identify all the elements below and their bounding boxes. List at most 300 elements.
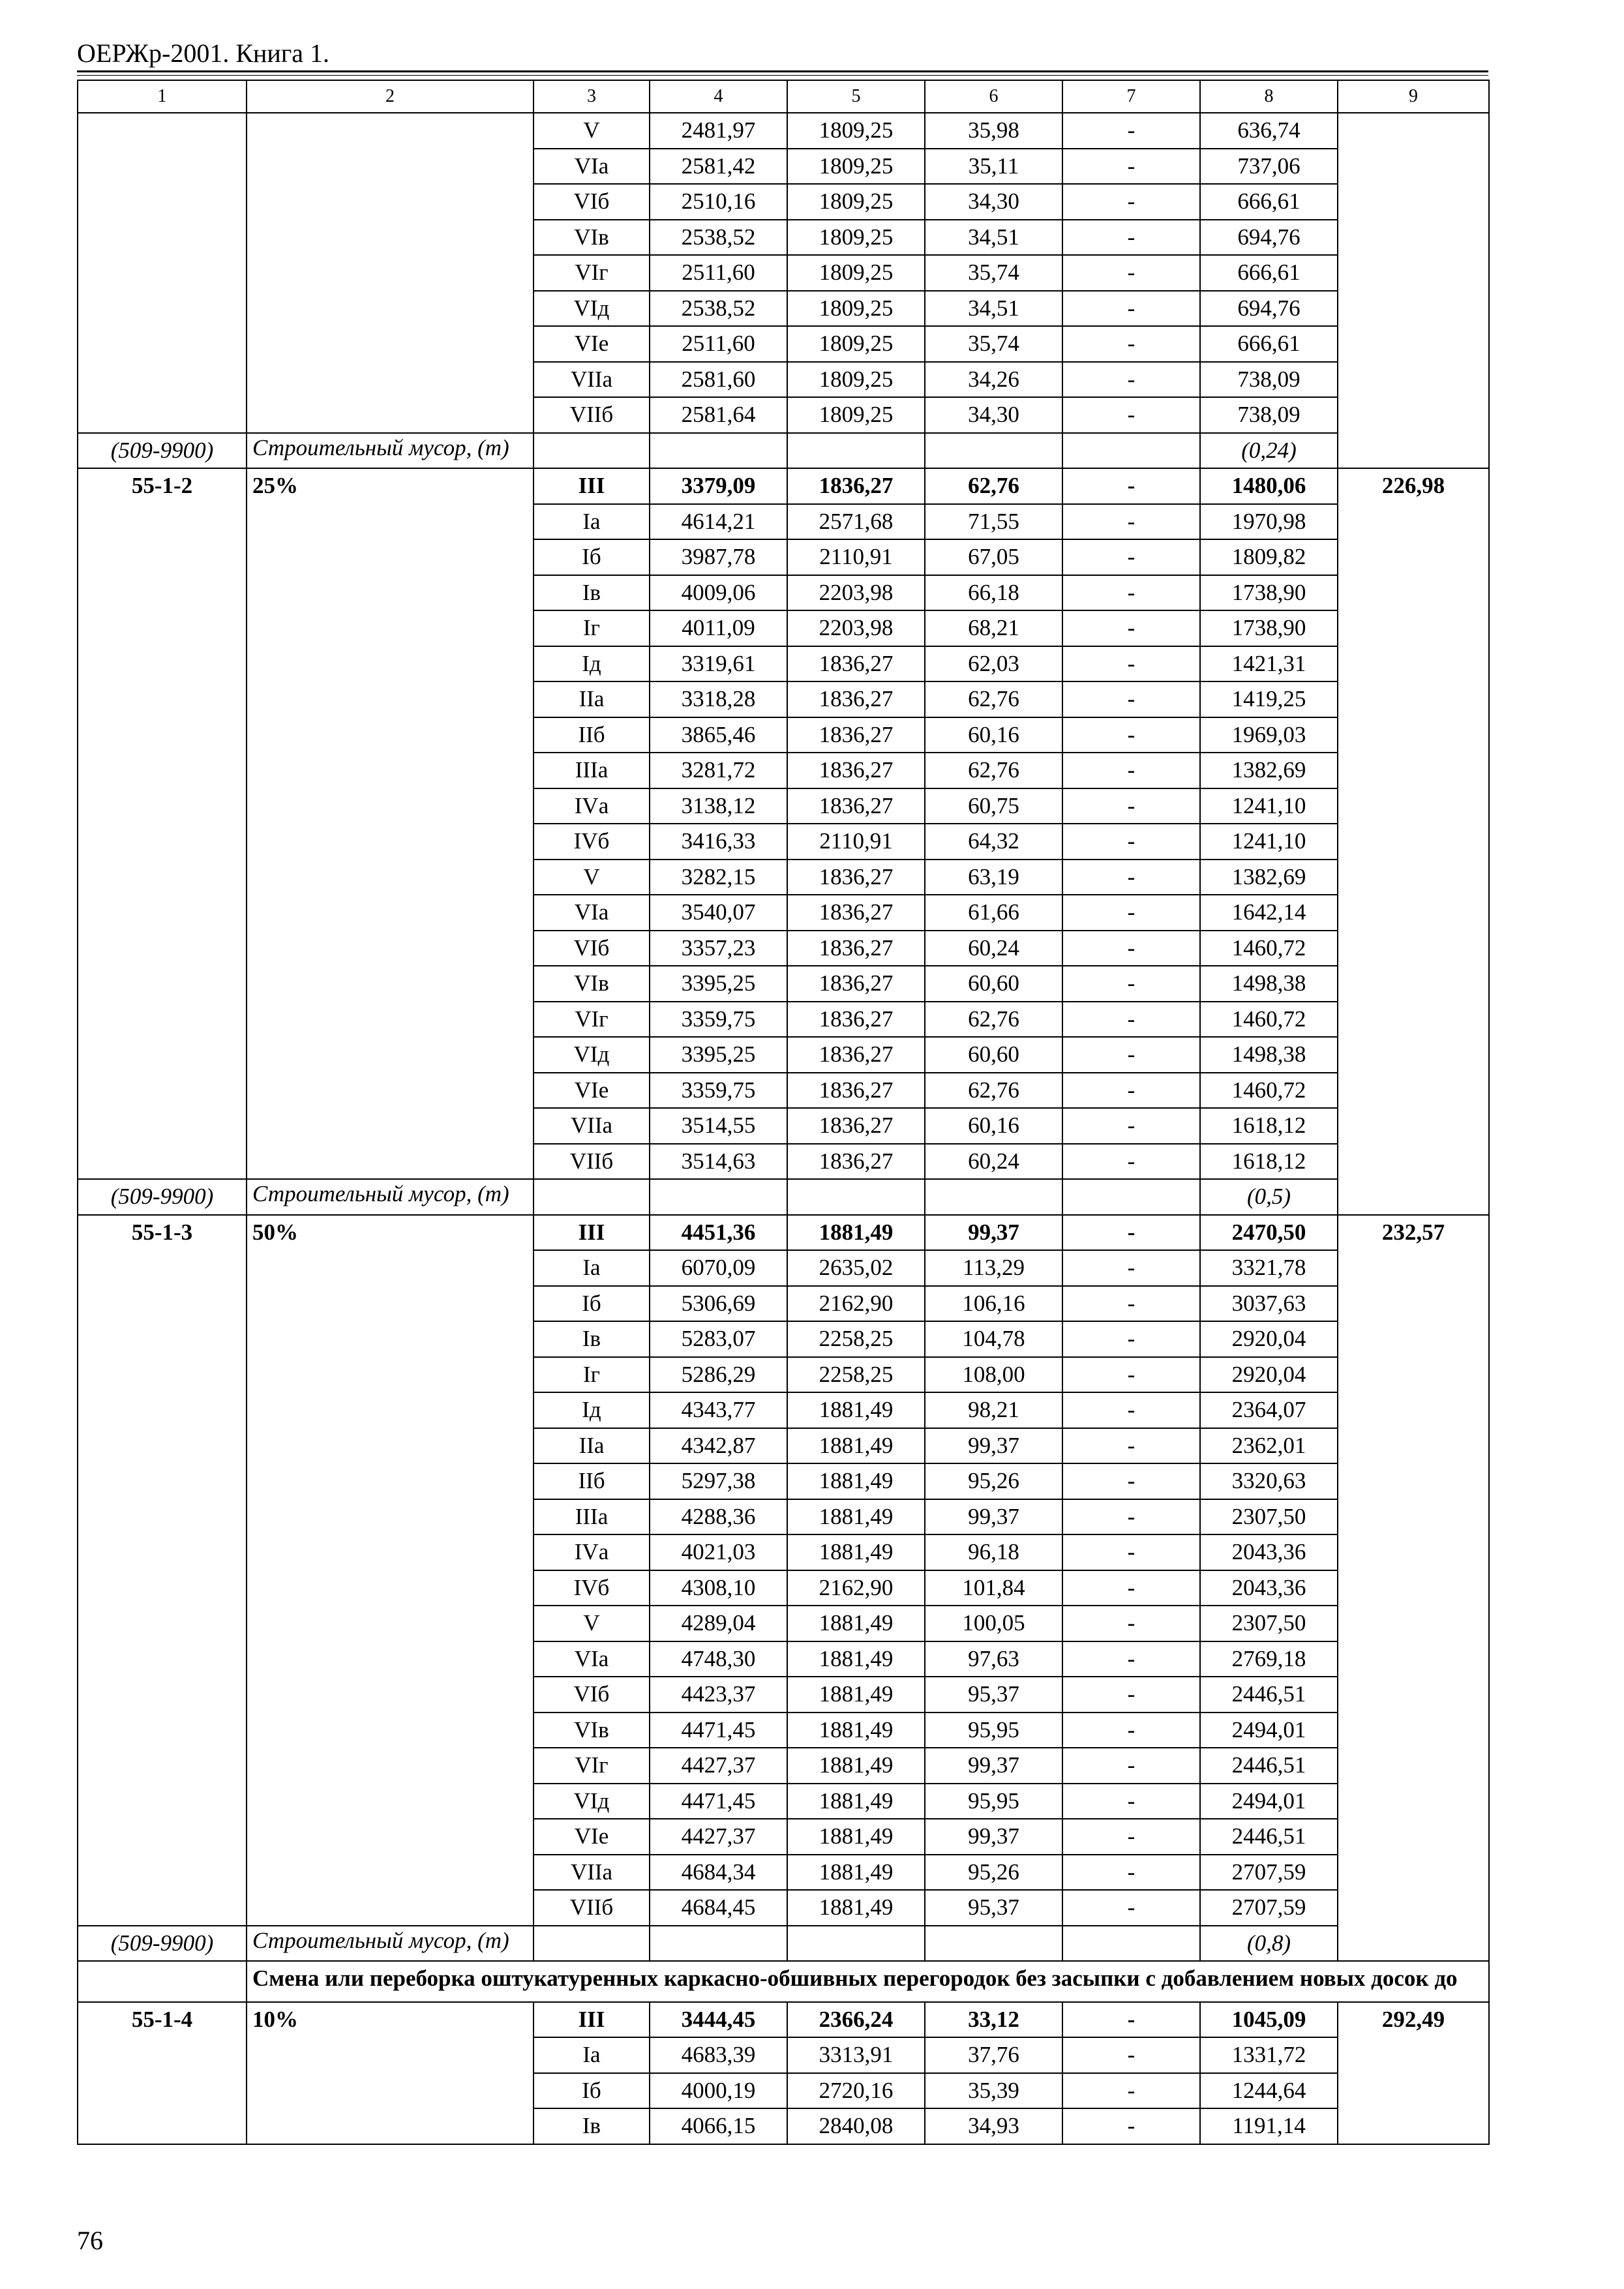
value-cell: 60,60 bbox=[925, 966, 1062, 1002]
value-cell: 2446,51 bbox=[1200, 1819, 1338, 1855]
value-cell: - bbox=[1062, 1606, 1200, 1641]
value-cell: VIIб bbox=[534, 1144, 650, 1180]
value-cell: 1419,25 bbox=[1200, 681, 1338, 717]
value-cell: 4684,34 bbox=[650, 1855, 787, 1891]
empty-cell bbox=[650, 433, 787, 469]
value-cell: 2635,02 bbox=[787, 1250, 925, 1286]
value-cell: - bbox=[1062, 1286, 1200, 1322]
value-cell: 3865,46 bbox=[650, 717, 787, 753]
value-cell: 106,16 bbox=[925, 1286, 1062, 1322]
column-number: 8 bbox=[1200, 80, 1338, 113]
value-cell: 2720,16 bbox=[787, 2073, 925, 2109]
value-cell: 1881,49 bbox=[787, 1392, 925, 1428]
value-cell: 4451,36 bbox=[650, 1215, 787, 1251]
value-cell: 3319,61 bbox=[650, 646, 787, 682]
value-cell: 1881,49 bbox=[787, 1713, 925, 1748]
value-cell: 1241,10 bbox=[1200, 824, 1338, 860]
value-cell: - bbox=[1062, 113, 1200, 149]
value-cell: 108,00 bbox=[925, 1357, 1062, 1393]
value-cell: 666,61 bbox=[1200, 184, 1338, 220]
value-cell: 2511,60 bbox=[650, 326, 787, 362]
material-cost bbox=[1338, 113, 1489, 468]
value-cell: 1618,12 bbox=[1200, 1108, 1338, 1144]
value-cell: - bbox=[1062, 717, 1200, 753]
value-cell: 95,37 bbox=[925, 1890, 1062, 1926]
value-cell: 3395,25 bbox=[650, 1037, 787, 1073]
value-cell: - bbox=[1062, 575, 1200, 611]
value-cell: 1881,49 bbox=[787, 1677, 925, 1713]
value-cell: III bbox=[534, 1215, 650, 1251]
value-cell: 1809,25 bbox=[787, 362, 925, 398]
value-cell: 3514,55 bbox=[650, 1108, 787, 1144]
value-cell: IIа bbox=[534, 681, 650, 717]
value-cell: 4683,39 bbox=[650, 2037, 787, 2073]
value-cell: 2920,04 bbox=[1200, 1357, 1338, 1393]
waste-description: Строительный мусор, (т) bbox=[247, 433, 534, 469]
value-cell: 2581,64 bbox=[650, 397, 787, 433]
value-cell: 2258,25 bbox=[787, 1321, 925, 1357]
value-cell: 1881,49 bbox=[787, 1890, 925, 1926]
value-cell: 3395,25 bbox=[650, 966, 787, 1002]
rates-table bbox=[77, 80, 1490, 2145]
value-cell: 100,05 bbox=[925, 1606, 1062, 1641]
value-cell: - bbox=[1062, 468, 1200, 504]
value-cell: 2364,07 bbox=[1200, 1392, 1338, 1428]
value-cell: 95,95 bbox=[925, 1713, 1062, 1748]
value-cell: 2203,98 bbox=[787, 610, 925, 646]
value-cell: 33,12 bbox=[925, 2002, 1062, 2038]
value-cell: 2571,68 bbox=[787, 504, 925, 540]
value-cell: 1618,12 bbox=[1200, 1144, 1338, 1180]
value-cell: 2840,08 bbox=[787, 2108, 925, 2144]
value-cell: - bbox=[1062, 2108, 1200, 2144]
value-cell: 1881,49 bbox=[787, 1534, 925, 1570]
table-row-main bbox=[78, 1215, 1489, 1251]
value-cell: III bbox=[534, 2002, 650, 2038]
value-cell: 4009,06 bbox=[650, 575, 787, 611]
value-cell: - bbox=[1062, 1890, 1200, 1926]
value-cell: 2162,90 bbox=[787, 1570, 925, 1606]
value-cell: VIв bbox=[534, 966, 650, 1002]
empty-cell bbox=[1062, 1179, 1200, 1215]
empty-cell bbox=[650, 1926, 787, 1962]
value-cell: 62,76 bbox=[925, 681, 1062, 717]
value-cell: 2110,91 bbox=[787, 539, 925, 575]
value-cell: 34,93 bbox=[925, 2108, 1062, 2144]
value-cell: - bbox=[1062, 1499, 1200, 1535]
value-cell: 3321,78 bbox=[1200, 1250, 1338, 1286]
value-cell: 1244,64 bbox=[1200, 2073, 1338, 2109]
value-cell: 98,21 bbox=[925, 1392, 1062, 1428]
value-cell: 3359,75 bbox=[650, 1073, 787, 1109]
value-cell: - bbox=[1062, 788, 1200, 824]
header-rule-thin bbox=[77, 75, 1488, 76]
value-cell: Iв bbox=[534, 575, 650, 611]
value-cell: VIг bbox=[534, 255, 650, 291]
value-cell: - bbox=[1062, 291, 1200, 327]
value-cell: - bbox=[1062, 326, 1200, 362]
empty-cell bbox=[787, 1926, 925, 1962]
value-cell: 1460,72 bbox=[1200, 1073, 1338, 1109]
value-cell: 34,30 bbox=[925, 397, 1062, 433]
value-cell: 104,78 bbox=[925, 1321, 1062, 1357]
value-cell: 1836,27 bbox=[787, 681, 925, 717]
value-cell: 2538,52 bbox=[650, 220, 787, 256]
value-cell: Iг bbox=[534, 610, 650, 646]
empty-cell bbox=[925, 1179, 1062, 1215]
value-cell: 71,55 bbox=[925, 504, 1062, 540]
norm-description: 50% bbox=[247, 1215, 534, 1926]
empty-cell bbox=[925, 433, 1062, 469]
value-cell: - bbox=[1062, 255, 1200, 291]
value-cell: 62,76 bbox=[925, 468, 1062, 504]
value-cell: 1836,27 bbox=[787, 717, 925, 753]
value-cell: 2707,59 bbox=[1200, 1855, 1338, 1891]
material-cost: 292,49 bbox=[1338, 2002, 1489, 2144]
value-cell: 34,30 bbox=[925, 184, 1062, 220]
column-number: 3 bbox=[534, 80, 650, 113]
value-cell: Iв bbox=[534, 2108, 650, 2144]
value-cell: 60,24 bbox=[925, 931, 1062, 966]
value-cell: - bbox=[1062, 1037, 1200, 1073]
value-cell: 2581,42 bbox=[650, 149, 787, 185]
value-cell: 60,16 bbox=[925, 1108, 1062, 1144]
waste-row bbox=[78, 433, 1489, 469]
value-cell: VIа bbox=[534, 149, 650, 185]
value-cell: 2446,51 bbox=[1200, 1748, 1338, 1784]
value-cell: 1382,69 bbox=[1200, 860, 1338, 895]
value-cell: 1809,25 bbox=[787, 291, 925, 327]
table-row-main bbox=[78, 2002, 1489, 2038]
value-cell: 1881,49 bbox=[787, 1855, 925, 1891]
value-cell: VIб bbox=[534, 1677, 650, 1713]
norm-description: 25% bbox=[247, 468, 534, 1179]
value-cell: VIIа bbox=[534, 362, 650, 398]
value-cell: 1836,27 bbox=[787, 646, 925, 682]
value-cell: 1382,69 bbox=[1200, 753, 1338, 788]
value-cell: 2043,36 bbox=[1200, 1570, 1338, 1606]
value-cell: 1480,06 bbox=[1200, 468, 1338, 504]
value-cell: - bbox=[1062, 2073, 1200, 2109]
value-cell: IVа bbox=[534, 788, 650, 824]
value-cell: 4423,37 bbox=[650, 1677, 787, 1713]
value-cell: 2494,01 bbox=[1200, 1784, 1338, 1819]
value-cell: VIв bbox=[534, 1713, 650, 1748]
value-cell: 35,74 bbox=[925, 326, 1062, 362]
value-cell: - bbox=[1062, 1108, 1200, 1144]
value-cell: 737,06 bbox=[1200, 149, 1338, 185]
empty-cell bbox=[1062, 1926, 1200, 1962]
value-cell: 1836,27 bbox=[787, 860, 925, 895]
value-cell: 3281,72 bbox=[650, 753, 787, 788]
value-cell: - bbox=[1062, 1392, 1200, 1428]
value-cell: - bbox=[1062, 362, 1200, 398]
empty-cell bbox=[650, 1179, 787, 1215]
running-header: ОЕРЖр-2001. Книга 1. bbox=[77, 38, 329, 68]
empty-cell bbox=[787, 1179, 925, 1215]
value-cell: 1836,27 bbox=[787, 931, 925, 966]
value-cell: - bbox=[1062, 1677, 1200, 1713]
value-cell: 34,51 bbox=[925, 291, 1062, 327]
value-cell: 3313,91 bbox=[787, 2037, 925, 2073]
value-cell: 99,37 bbox=[925, 1819, 1062, 1855]
empty-cell bbox=[534, 1926, 650, 1962]
value-cell: - bbox=[1062, 397, 1200, 433]
value-cell: 1809,25 bbox=[787, 255, 925, 291]
value-cell: - bbox=[1062, 1357, 1200, 1393]
column-number: 9 bbox=[1338, 80, 1489, 113]
value-cell: 3037,63 bbox=[1200, 1286, 1338, 1322]
value-cell: 2110,91 bbox=[787, 824, 925, 860]
norm-code bbox=[78, 113, 247, 433]
value-cell: IIб bbox=[534, 1463, 650, 1499]
value-cell: 35,11 bbox=[925, 149, 1062, 185]
value-cell: 63,19 bbox=[925, 860, 1062, 895]
value-cell: - bbox=[1062, 1855, 1200, 1891]
column-number-row bbox=[78, 80, 1489, 113]
norm-description: 10% bbox=[247, 2002, 534, 2144]
value-cell: 62,76 bbox=[925, 1002, 1062, 1038]
value-cell: 1331,72 bbox=[1200, 2037, 1338, 2073]
value-cell: 1809,25 bbox=[787, 397, 925, 433]
value-cell: 1881,49 bbox=[787, 1748, 925, 1784]
value-cell: 3987,78 bbox=[650, 539, 787, 575]
value-cell: VIIа bbox=[534, 1108, 650, 1144]
value-cell: - bbox=[1062, 1428, 1200, 1464]
value-cell: 34,26 bbox=[925, 362, 1062, 398]
value-cell: 68,21 bbox=[925, 610, 1062, 646]
empty-cell bbox=[534, 1179, 650, 1215]
value-cell: 67,05 bbox=[925, 539, 1062, 575]
value-cell: 4288,36 bbox=[650, 1499, 787, 1535]
value-cell: 1738,90 bbox=[1200, 575, 1338, 611]
value-cell: - bbox=[1062, 646, 1200, 682]
value-cell: 1809,25 bbox=[787, 149, 925, 185]
value-cell: 3444,45 bbox=[650, 2002, 787, 2038]
value-cell: - bbox=[1062, 966, 1200, 1002]
value-cell: - bbox=[1062, 1748, 1200, 1784]
value-cell: IIIа bbox=[534, 1499, 650, 1535]
value-cell: 2707,59 bbox=[1200, 1890, 1338, 1926]
value-cell: - bbox=[1062, 2002, 1200, 2038]
column-number: 7 bbox=[1062, 80, 1200, 113]
value-cell: VIб bbox=[534, 184, 650, 220]
norm-code: 55-1-2 bbox=[78, 468, 247, 1179]
value-cell: Iг bbox=[534, 1357, 650, 1393]
value-cell: 1881,49 bbox=[787, 1784, 925, 1819]
norm-code: 55-1-3 bbox=[78, 1215, 247, 1926]
value-cell: VIб bbox=[534, 931, 650, 966]
value-cell: 95,37 bbox=[925, 1677, 1062, 1713]
value-cell: 1969,03 bbox=[1200, 717, 1338, 753]
value-cell: 1836,27 bbox=[787, 1108, 925, 1144]
value-cell: 2162,90 bbox=[787, 1286, 925, 1322]
value-cell: - bbox=[1062, 1215, 1200, 1251]
value-cell: 4066,15 bbox=[650, 2108, 787, 2144]
value-cell: 99,37 bbox=[925, 1748, 1062, 1784]
value-cell: 4748,30 bbox=[650, 1641, 787, 1677]
value-cell: 35,74 bbox=[925, 255, 1062, 291]
value-cell: 1836,27 bbox=[787, 1002, 925, 1038]
value-cell: 2203,98 bbox=[787, 575, 925, 611]
value-cell: - bbox=[1062, 824, 1200, 860]
value-cell: 1460,72 bbox=[1200, 1002, 1338, 1038]
value-cell: 1836,27 bbox=[787, 895, 925, 931]
value-cell: 1498,38 bbox=[1200, 1037, 1338, 1073]
waste-value: (0,24) bbox=[1200, 433, 1338, 469]
value-cell: 4342,87 bbox=[650, 1428, 787, 1464]
value-cell: 1241,10 bbox=[1200, 788, 1338, 824]
value-cell: 95,26 bbox=[925, 1463, 1062, 1499]
value-cell: 99,37 bbox=[925, 1215, 1062, 1251]
value-cell: 636,74 bbox=[1200, 113, 1338, 149]
value-cell: V bbox=[534, 113, 650, 149]
value-cell: 96,18 bbox=[925, 1534, 1062, 1570]
value-cell: - bbox=[1062, 860, 1200, 895]
value-cell: VIв bbox=[534, 220, 650, 256]
value-cell: 4471,45 bbox=[650, 1713, 787, 1748]
value-cell: III bbox=[534, 468, 650, 504]
value-cell: 1809,82 bbox=[1200, 539, 1338, 575]
value-cell: Iа bbox=[534, 2037, 650, 2073]
value-cell: Iб bbox=[534, 2073, 650, 2109]
value-cell: 95,95 bbox=[925, 1784, 1062, 1819]
value-cell: Iв bbox=[534, 1321, 650, 1357]
value-cell: 1836,27 bbox=[787, 788, 925, 824]
norm-code: 55-1-4 bbox=[78, 2002, 247, 2144]
value-cell: 60,16 bbox=[925, 717, 1062, 753]
value-cell: 34,51 bbox=[925, 220, 1062, 256]
value-cell: 2366,24 bbox=[787, 2002, 925, 2038]
value-cell: 694,76 bbox=[1200, 220, 1338, 256]
value-cell: 113,29 bbox=[925, 1250, 1062, 1286]
value-cell: 61,66 bbox=[925, 895, 1062, 931]
value-cell: 1881,49 bbox=[787, 1428, 925, 1464]
page-number: 76 bbox=[77, 2226, 103, 2255]
value-cell: 1809,25 bbox=[787, 326, 925, 362]
value-cell: VIа bbox=[534, 895, 650, 931]
value-cell: 2043,36 bbox=[1200, 1534, 1338, 1570]
value-cell: 4614,21 bbox=[650, 504, 787, 540]
column-number: 5 bbox=[787, 80, 925, 113]
value-cell: VIг bbox=[534, 1748, 650, 1784]
column-number: 6 bbox=[925, 80, 1062, 113]
value-cell: - bbox=[1062, 504, 1200, 540]
value-cell: VIе bbox=[534, 1073, 650, 1109]
value-cell: 4289,04 bbox=[650, 1606, 787, 1641]
value-cell: Iд bbox=[534, 1392, 650, 1428]
value-cell: IIа bbox=[534, 1428, 650, 1464]
value-cell: 2258,25 bbox=[787, 1357, 925, 1393]
value-cell: 35,98 bbox=[925, 113, 1062, 149]
value-cell: VIа bbox=[534, 1641, 650, 1677]
value-cell: 101,84 bbox=[925, 1570, 1062, 1606]
value-cell: - bbox=[1062, 1570, 1200, 1606]
value-cell: 66,18 bbox=[925, 575, 1062, 611]
value-cell: 2920,04 bbox=[1200, 1321, 1338, 1357]
value-cell: 2470,50 bbox=[1200, 1215, 1338, 1251]
value-cell: - bbox=[1062, 931, 1200, 966]
value-cell: 4427,37 bbox=[650, 1748, 787, 1784]
value-cell: VIг bbox=[534, 1002, 650, 1038]
waste-row bbox=[78, 1926, 1489, 1962]
value-cell: 1970,98 bbox=[1200, 504, 1338, 540]
value-cell: 2307,50 bbox=[1200, 1606, 1338, 1641]
value-cell: 3357,23 bbox=[650, 931, 787, 966]
value-cell: 2581,60 bbox=[650, 362, 787, 398]
empty-cell bbox=[925, 1926, 1062, 1962]
value-cell: - bbox=[1062, 2037, 1200, 2073]
value-cell: 2446,51 bbox=[1200, 1677, 1338, 1713]
value-cell: 5306,69 bbox=[650, 1286, 787, 1322]
value-cell: - bbox=[1062, 1073, 1200, 1109]
value-cell: 666,61 bbox=[1200, 255, 1338, 291]
waste-row bbox=[78, 1179, 1489, 1215]
value-cell: 1836,27 bbox=[787, 1037, 925, 1073]
value-cell: 60,24 bbox=[925, 1144, 1062, 1180]
value-cell: 97,63 bbox=[925, 1641, 1062, 1677]
value-cell: - bbox=[1062, 1534, 1200, 1570]
value-cell: 1460,72 bbox=[1200, 931, 1338, 966]
value-cell: VIIб bbox=[534, 397, 650, 433]
value-cell: IIIа bbox=[534, 753, 650, 788]
value-cell: - bbox=[1062, 1713, 1200, 1748]
value-cell: 35,39 bbox=[925, 2073, 1062, 2109]
value-cell: - bbox=[1062, 220, 1200, 256]
value-cell: 3318,28 bbox=[650, 681, 787, 717]
value-cell: 1809,25 bbox=[787, 184, 925, 220]
column-number: 2 bbox=[247, 80, 534, 113]
value-cell: 4011,09 bbox=[650, 610, 787, 646]
table-row bbox=[78, 113, 1489, 149]
table-body bbox=[78, 80, 1489, 2144]
value-cell: - bbox=[1062, 1819, 1200, 1855]
value-cell: 60,75 bbox=[925, 788, 1062, 824]
value-cell: 694,76 bbox=[1200, 291, 1338, 327]
value-cell: 2538,52 bbox=[650, 291, 787, 327]
value-cell: VIIа bbox=[534, 1855, 650, 1891]
value-cell: 1836,27 bbox=[787, 1073, 925, 1109]
value-cell: VIе bbox=[534, 1819, 650, 1855]
value-cell: 1836,27 bbox=[787, 753, 925, 788]
value-cell: 3540,07 bbox=[650, 895, 787, 931]
value-cell: - bbox=[1062, 681, 1200, 717]
waste-value: (0,5) bbox=[1200, 1179, 1338, 1215]
value-cell: 1191,14 bbox=[1200, 2108, 1338, 2144]
value-cell: 738,09 bbox=[1200, 397, 1338, 433]
value-cell: 1738,90 bbox=[1200, 610, 1338, 646]
waste-code: (509-9900) bbox=[78, 1926, 247, 1962]
section-title: Смена или переборка оштукатуренных каркасно-обшивных перегородок без засыпки с добавлением новых досок до bbox=[247, 1961, 1489, 2002]
value-cell: 1809,25 bbox=[787, 113, 925, 149]
value-cell: - bbox=[1062, 1002, 1200, 1038]
empty-cell bbox=[787, 433, 925, 469]
value-cell: Iб bbox=[534, 1286, 650, 1322]
value-cell: 1881,49 bbox=[787, 1819, 925, 1855]
waste-value: (0,8) bbox=[1200, 1926, 1338, 1962]
empty-cell bbox=[534, 433, 650, 469]
value-cell: 4427,37 bbox=[650, 1819, 787, 1855]
value-cell: 99,37 bbox=[925, 1499, 1062, 1535]
value-cell: - bbox=[1062, 539, 1200, 575]
value-cell: V bbox=[534, 1606, 650, 1641]
value-cell: Iб bbox=[534, 539, 650, 575]
value-cell: IIб bbox=[534, 717, 650, 753]
value-cell: 1881,49 bbox=[787, 1463, 925, 1499]
value-cell: Iа bbox=[534, 1250, 650, 1286]
waste-code: (509-9900) bbox=[78, 433, 247, 469]
value-cell: 99,37 bbox=[925, 1428, 1062, 1464]
